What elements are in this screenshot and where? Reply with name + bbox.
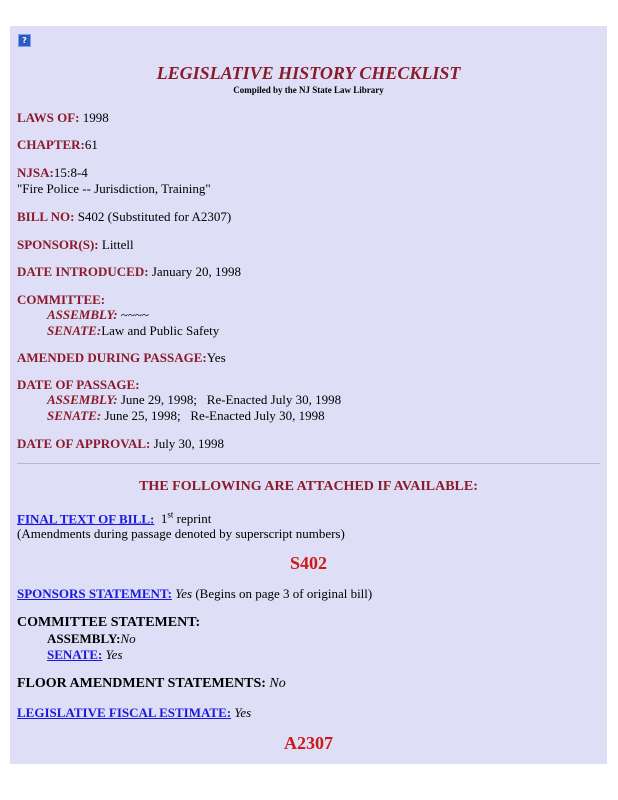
sponsors-statement-link[interactable]: SPONSORS STATEMENT: <box>17 586 172 601</box>
njsa-label: NJSA: <box>17 165 54 180</box>
amended-value: Yes <box>206 350 226 365</box>
checklist-panel <box>10 26 607 764</box>
committee-statement-heading <box>17 615 200 631</box>
bill-s402-heading: S402 <box>289 553 327 573</box>
committee-assembly-value: ~~~~ <box>117 307 149 322</box>
fiscal-estimate-value: Yes <box>231 705 252 720</box>
committee-statement-senate-value: Yes <box>102 647 123 662</box>
section-divider <box>17 463 600 464</box>
sponsors-statement-value: Yes <box>175 586 193 601</box>
passage-assembly-label: ASSEMBLY: <box>47 392 118 407</box>
njsa-description: "Fire Police -- Jurisdiction, Training" <box>17 181 211 196</box>
date-of-approval-row <box>17 436 224 452</box>
amended-row <box>17 350 226 366</box>
laws-of-value: 1998 <box>79 110 109 125</box>
sponsors-label: SPONSOR(S): <box>17 237 99 252</box>
final-text-reprint-label: reprint <box>173 511 212 527</box>
date-of-approval-label: DATE OF APPROVAL: <box>17 436 151 451</box>
help-icon[interactable]: ? <box>18 34 31 47</box>
committee-senate-label: SENATE: <box>47 323 102 338</box>
floor-amendment-label: FLOOR AMENDMENT STATEMENTS: <box>17 676 266 691</box>
fiscal-estimate-row <box>17 705 251 721</box>
committee-statement-senate-row <box>47 647 123 663</box>
passage-assembly-value: June 29, 1998; Re-Enacted July 30, 1998 <box>117 392 342 407</box>
sponsors-value: Littell <box>98 237 134 252</box>
sponsors-row <box>17 237 134 253</box>
passage-senate-label: SENATE: <box>47 408 102 423</box>
bill-no-label: BILL NO: <box>17 209 75 224</box>
committee-senate-value: Law and Public Safety <box>101 323 220 338</box>
passage-senate-row <box>47 408 325 424</box>
committee-label <box>17 292 105 308</box>
committee-statement-label: COMMITTEE STATEMENT: <box>17 615 201 630</box>
date-introduced-row <box>17 264 241 280</box>
attached-heading: THE FOLLOWING ARE ATTACHED IF AVAILABLE: <box>139 479 478 494</box>
page-subtitle: Compiled by the NJ State Law Library <box>233 85 384 95</box>
njsa-row <box>17 165 88 181</box>
final-text-superscript: st <box>167 510 174 520</box>
bill-a2307-heading: A2307 <box>284 733 333 753</box>
laws-of-label: LAWS OF: <box>17 110 80 125</box>
committee-assembly-label: ASSEMBLY: <box>47 307 118 322</box>
amended-label: AMENDED DURING PASSAGE: <box>17 350 207 365</box>
passage-senate-value: June 25, 1998; Re-Enacted July 30, 1998 <box>101 408 325 423</box>
date-of-passage-heading: DATE OF PASSAGE: <box>17 377 140 392</box>
bill-no-value: S402 (Substituted for A2307) <box>74 209 232 224</box>
committee-statement-assembly-row <box>47 631 136 647</box>
final-text-row <box>17 510 211 527</box>
chapter-label: CHAPTER: <box>17 137 85 152</box>
final-text-value <box>161 511 211 526</box>
committee-assembly-row <box>47 307 149 323</box>
date-introduced-value: January 20, 1998 <box>148 264 242 279</box>
floor-amendment-value: No <box>265 676 286 691</box>
committee-senate-row <box>47 323 219 339</box>
committee-statement-senate-link[interactable]: SENATE: <box>47 647 103 662</box>
final-text-reprint-number: 1 <box>160 511 168 527</box>
laws-of-row <box>17 110 109 126</box>
sponsors-statement-row <box>17 586 372 602</box>
page-title: LEGISLATIVE HISTORY CHECKLIST <box>156 63 461 83</box>
bill-no-row <box>17 209 231 225</box>
committee-statement-assembly-label: ASSEMBLY: <box>47 631 121 646</box>
final-text-link[interactable]: FINAL TEXT OF BILL: <box>17 511 155 527</box>
chapter-value: 61 <box>84 137 98 152</box>
final-text-note: (Amendments during passage denoted by superscript numbers) <box>17 526 345 541</box>
sponsors-statement-note: (Begins on page 3 of original bill) <box>192 586 373 601</box>
chapter-row <box>17 137 98 153</box>
floor-amendment-row <box>17 676 286 692</box>
committee-heading: COMMITTEE: <box>17 292 106 307</box>
date-introduced-label: DATE INTRODUCED: <box>17 264 149 279</box>
date-of-approval-value: July 30, 1998 <box>150 436 225 451</box>
passage-assembly-row <box>47 392 341 408</box>
committee-statement-assembly-value: No <box>120 631 136 646</box>
date-of-passage-label <box>17 377 140 393</box>
fiscal-estimate-link[interactable]: LEGISLATIVE FISCAL ESTIMATE: <box>17 705 232 720</box>
njsa-value: 15:8-4 <box>53 165 88 180</box>
